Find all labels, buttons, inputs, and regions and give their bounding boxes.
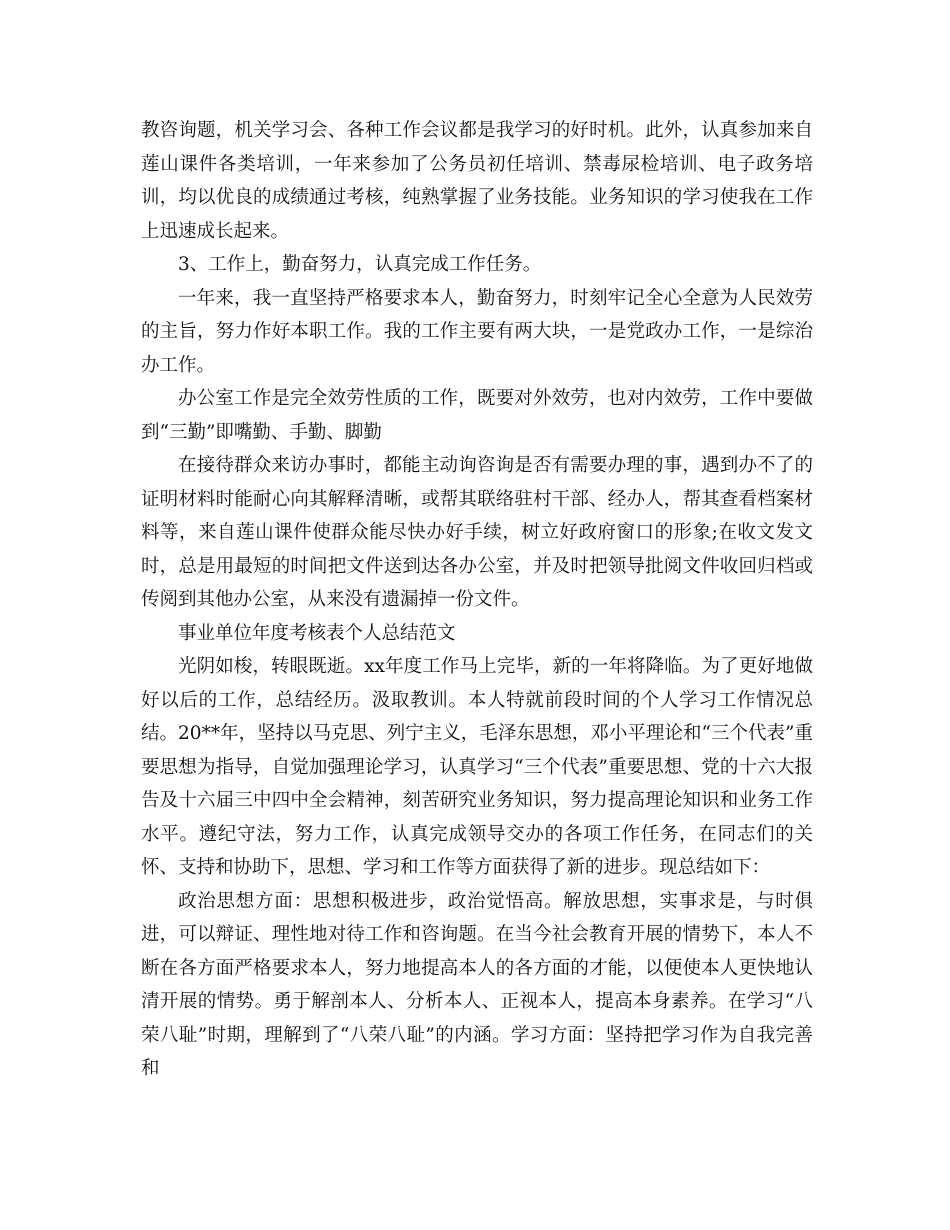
paragraph-7: 光阴如梭，转眼既逝。xx年度工作马上完毕，新的一年将降临。为了更好地做好以后的工作，总结经历。汲取教训。本人特就前段时间的个人学习工作情况总结。20**年，坚持以马克思、列宁主义，毛泽东思想，邓小平理论和“三个代表”重要思想为指导，自觉加强理论学习，认真学习“三个代表”重要思想、党的十六大报告及十六届三中四中全会精神，刻苦研究业务知识，努力提高理论知识和业务工作水平。遵纪守法，努力工作，认真完成领导交办的各项工作任务，在同志们的关怀、支持和协助下，思想、学习和工作等方面获得了新的进步。现总结如下： <box>141 656 813 878</box>
paragraph-3: 一年来，我一直坚持严格要求本人，勤奋努力，时刻牢记全心全意为人民效劳的主旨，努力作好本职工作。我的工作主要有两大块，一是党政办工作，一是综治办工作。 <box>141 287 813 376</box>
paragraph-2: 3、工作上，勤奋努力，认真完成工作任务。 <box>178 254 542 275</box>
paragraph-1: 教咨询题，机关学习会、各种工作会议都是我学习的好时机。此外，认真参加来自莲山课件各类培训，一年来参加了公务员初任培训、禁毒尿检培训、电子政务培训，均以优良的成绩通过考核，纯熟掌握了业务技能。业务知识的学习使我在工作上迅速成长起来。 <box>141 120 813 242</box>
document-page <box>141 114 813 1086</box>
section-heading: 事业单位年度考核表个人总结范文 <box>178 622 456 644</box>
paragraph-8: 政治思想方面：思想积极进步，政治觉悟高。解放思想，实事求是，与时俱进，可以辩证、理性地对待工作和咨询题。在当今社会教育开展的情势下，本人不断在各方面严格要求本人，努力地提高本人的各方面的才能，以便使本人更快地认清开展的情势。勇于解剖本人、分析本人、正视本人，提高本身素养。在学习“八荣八耻”时期，理解到了“八荣八耻”的内涵。学习方面：坚持把学习作为自我完善和 <box>141 890 813 1079</box>
paragraph-5: 在接待群众来访办事时，都能主动询咨询是否有需要办理的事，遇到办不了的证明材料时能耐心向其解释清晰，或帮其联络驻村干部、经办人，帮其查看档案材料等，来自莲山课件使群众能尽快办好手续，树立好政府窗口的形象;在收文发文时，总是用最短的时间把文件送到达各办公室，并及时把领导批阅文件收回归档或传阅到其他办公室，从来没有遗漏掉一份文件。 <box>141 455 813 610</box>
paragraph-4: 办公室工作是完全效劳性质的工作，既要对外效劳，也对内效劳，工作中要做到“三勤”即嘴勤、手勤、脚勤 <box>141 388 813 443</box>
